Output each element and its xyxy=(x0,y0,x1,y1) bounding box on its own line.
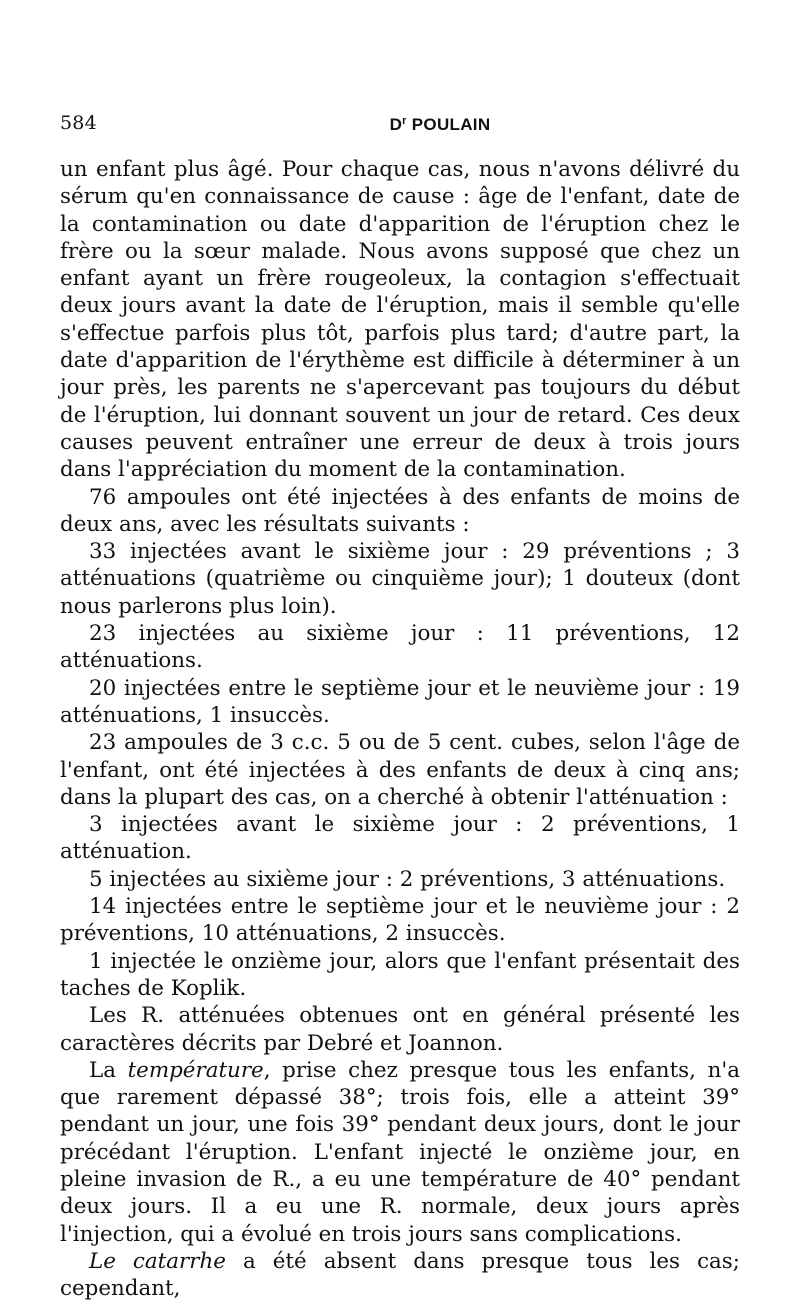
paragraph: 23 ampoules de 3 c.c. 5 ou de 5 cent. cubes, selon l'âge de l'enfant, ont été injectées à des enfants de deux à cinq ans; dans la plupart des cas, on a cherché à obtenir l'atténuation : xyxy=(60,730,740,810)
paragraph: 14 injectées entre le septième jour et le neuvième jour : 2 préventions, 10 atténuations, 2 insuccès. xyxy=(60,894,740,947)
catarrh-paragraph xyxy=(60,1248,740,1303)
paragraph: 23 injectées au sixième jour : 11 préventions, 12 atténuations. xyxy=(60,621,740,674)
paragraph: 33 injectées avant le sixième jour : 29 préventions ; 3 atténuations (quatrième ou cinquième jour); 1 douteux (dont nous parlerons plus loin). xyxy=(60,539,740,619)
catarrh-term: Le catarrhe xyxy=(89,1248,226,1274)
paragraph: 3 injectées avant le sixième jour : 2 préventions, 1 atténuation. xyxy=(60,812,740,865)
author-name: POULAIN xyxy=(411,115,491,134)
author-superscript: r xyxy=(402,115,407,127)
running-head-author xyxy=(60,115,740,135)
paragraph: 20 injectées entre le septième jour et le neuvième jour : 19 atténuations, 1 insuccès. xyxy=(60,675,740,728)
page-number: 584 xyxy=(60,112,97,134)
paragraph: 1 injectée le onzième jour, alors que l'enfant présentait des taches de Koplik. xyxy=(60,948,740,1001)
paragraph: Les R. atténuées obtenues ont en général présenté les caractères décrits par Debré et Joannon. xyxy=(60,1003,740,1056)
running-header xyxy=(60,112,740,140)
temperature-text: , prise chez presque tous les enfants, n'a que rarement dépassé 38°; trois fois, elle a atteint 39° pendant un jour, une fois 39° pendant deux jours, dont le jour précédant l'éruption. L'enfant injecté le onzième jour, en pleine invasion de R., a eu une température de 40° pendant deux jours. Il a eu une R. normale, deux jours après l'injection, qui a évolué en trois jours sans complications. xyxy=(60,1057,740,1247)
temperature-term: température xyxy=(127,1057,264,1083)
paragraph: 5 injectées au sixième jour : 2 préventions, 3 atténuations. xyxy=(89,866,726,892)
paragraph: 76 ampoules ont été injectées à des enfants de moins de deux ans, avec les résultats suivants : xyxy=(60,484,740,537)
temperature-paragraph xyxy=(60,1057,740,1248)
catarrh-text: a été absent dans presque tous les cas; cependant, xyxy=(60,1248,740,1302)
temperature-lead: La xyxy=(89,1057,128,1083)
paragraph: un enfant plus âgé. Pour chaque cas, nous n'avons délivré du sérum qu'en connaissance de cause : âge de l'enfant, date de la contamination ou date d'apparition de l'éruption chez le frère ou la sœur malade. Nous avons supposé que chez un enfant ayant un frère rougeoleux, la contagion s'effectuait deux jours avant la date de l'éruption, mais il semble qu'elle s'effectue parfois plus tôt, parfois plus tard; d'autre part, la date d'apparition de l'érythème est difficile à déterminer à un jour près, les parents ne s'apercevant pas toujours du début de l'éruption, lui donnant souvent un jour de retard. Ces deux causes peuvent entraîner une erreur de deux à trois jours dans l'appréciation du moment de la contamination. xyxy=(60,157,740,483)
body-text xyxy=(60,156,740,1302)
author-prefix: D xyxy=(389,115,403,134)
